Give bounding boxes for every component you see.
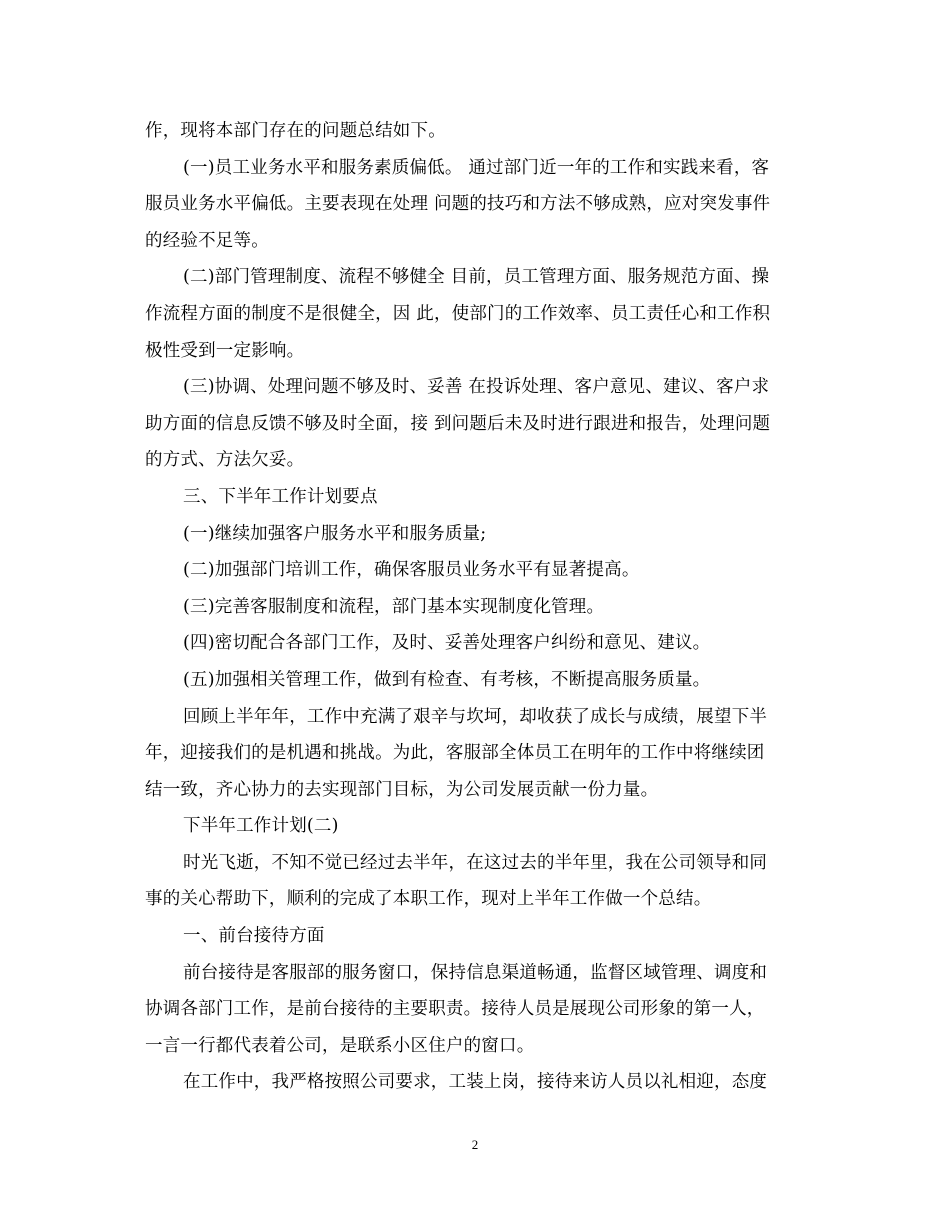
text-line: (一)继续加强客户服务水平和服务质量; — [183, 523, 487, 544]
page-number: 2 — [471, 1137, 479, 1152]
text-line: (五)加强相关管理工作，做到有检查、有考核，不断提高服务质量。 — [183, 669, 711, 690]
text-line: 事的关心帮助下，顺利的完成了本职工作，现对上半年工作做一个总结。 — [145, 889, 712, 910]
text-line: 一言一行都代表着公司，是联系小区住户的窗口。 — [145, 1035, 535, 1056]
text-line: (三)完善客服制度和流程，部门基本实现制度化管理。 — [183, 596, 605, 617]
text-line: 一、前台接待方面 — [183, 926, 325, 947]
text-line: 结一致，齐心协力的去实现部门目标，为公司发展贡献一份力量。 — [145, 779, 659, 800]
text-line: 在工作中，我严格按照公司要求，工装上岗，接待来访人员以礼相迎，态度 — [183, 1072, 768, 1093]
text-line: 助方面的信息反馈不够及时全面，接 到问题后未及时进行跟进和报告，处理问题 — [145, 413, 771, 434]
text-line: (二)部门管理制度、流程不够健全 目前，员工管理方面、服务规范方面、操 — [183, 267, 770, 288]
text-line: 的方式、方法欠妥。 — [145, 450, 305, 471]
text-line: 年，迎接我们的是机遇和挑战。为此，客服部全体员工在明年的工作中将继续团 — [145, 743, 765, 764]
text-line: (三)协调、处理问题不够及时、妥善 在投诉处理、客户意见、建议、客户求 — [183, 377, 770, 398]
text-line: 回顾上半年年，工作中充满了艰辛与坎坷，却收获了成长与成绩，展望下半 — [183, 706, 768, 727]
text-line: (一)员工业务水平和服务素质偏低。 通过部门近一年的工作和实践来看，客 — [183, 157, 770, 178]
text-line: 三、下半年工作计划要点 — [183, 486, 378, 507]
text-line: (二)加强部门培训工作，确保客服员业务水平有显著提高。 — [183, 560, 640, 581]
text-line: 服员业务水平偏低。主要表现在处理 问题的技巧和方法不够成熟，应对突发事件 — [145, 194, 771, 215]
document-body — [145, 113, 805, 1101]
text-line: 时光飞逝，不知不觉已经过去半年，在这过去的半年里，我在公司领导和同 — [183, 852, 768, 873]
text-line: 协调各部门工作，是前台接待的主要职责。接待人员是展现公司形象的第一人， — [145, 999, 765, 1020]
text-line: 前台接待是客服部的服务窗口，保持信息渠道畅通，监督区域管理、调度和 — [183, 962, 768, 983]
text-line: (四)密切配合各部门工作，及时、妥善处理客户纠纷和意见、建议。 — [183, 633, 711, 654]
text-line: 作流程方面的制度不是很健全，因 此，使部门的工作效率、员工责任心和工作积 — [145, 303, 771, 324]
text-line: 作，现将本部门存在的问题总结如下。 — [145, 121, 446, 141]
text-line: 下半年工作计划(二) — [183, 816, 339, 837]
text-line: 极性受到一定影响。 — [145, 340, 305, 361]
text-line: 的经验不足等。 — [145, 230, 269, 251]
